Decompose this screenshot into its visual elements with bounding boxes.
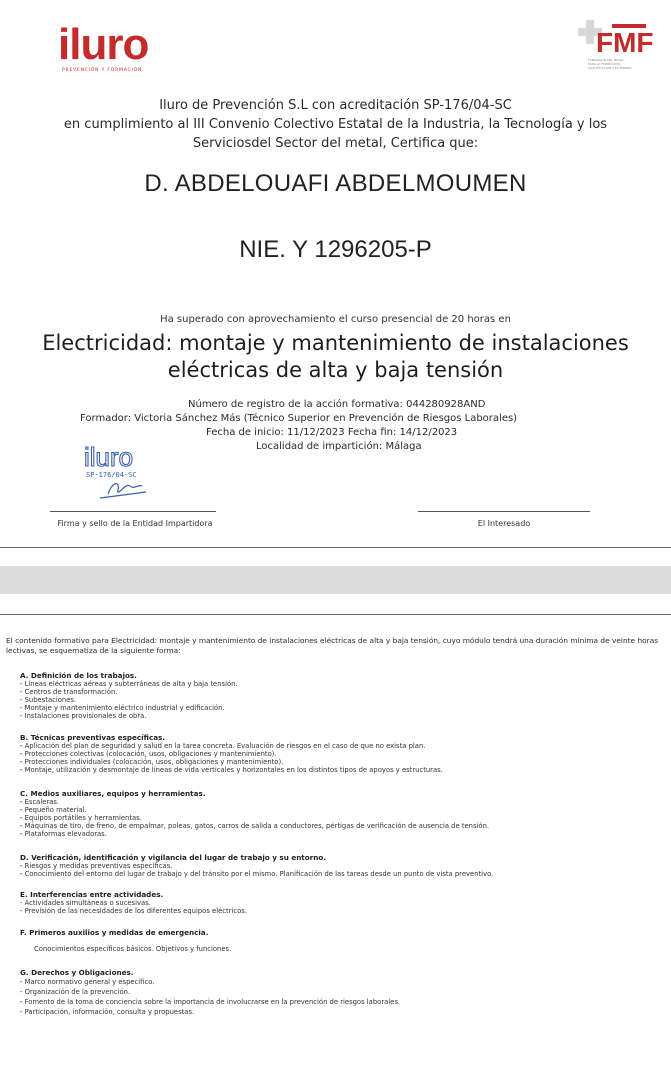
fmf-logo-mark xyxy=(578,16,654,76)
section-d xyxy=(20,853,660,878)
section-a-title: A. Definición de los trabajos. xyxy=(20,671,137,680)
stamp-word: iluro xyxy=(84,442,134,472)
entity-stamp xyxy=(82,442,162,510)
list-item: - Participación, información, consulta y propuestas. xyxy=(20,1008,195,1016)
signature-label-entity: Firma y sello de la Entidad Impartidora xyxy=(57,519,213,528)
iluro-logo xyxy=(58,22,166,80)
signature-label-interesado: El Interesado xyxy=(477,519,531,528)
contents-intro: El contenido formativo para Electricidad: montaje y mantenimiento de instalaciones eléctricas de alta y baja tensión, cuyo módulo tendrá una duración mínima de veinte horas lectivas, se esquematiza de la siguiente forma: xyxy=(6,636,659,655)
list-item: - Fomento de la toma de conciencia sobre la importancia de involucrarse en la prevención de riesgos laborales. xyxy=(20,998,401,1006)
list-item: - Riesgos y medidas preventivas específicas. xyxy=(20,862,173,870)
course-registro: Número de registro de la acción formativa: 044280928AND xyxy=(188,399,486,410)
list-item: - Plataformas elevadoras. xyxy=(20,830,107,839)
list-item: - Instalaciones provisionales de obra. xyxy=(20,712,147,721)
course-title xyxy=(0,330,671,384)
course-fechas: Fecha de inicio: 11/12/2023 Fecha fin: 14/12/2023 xyxy=(206,427,458,438)
section-e xyxy=(20,890,660,915)
list-item: - Previsión de las necesidades de los diferentes equipos eléctricos. xyxy=(20,907,247,916)
list-item: - Montaje y mantenimiento eléctrico industrial y edificación. xyxy=(20,704,225,713)
signature-line-interesado xyxy=(418,511,590,512)
list-item: - Líneas eléctricas aéreas y subterráneas de alta y baja tensión. xyxy=(20,680,238,688)
list-item: - Actividades simultáneas o sucesivas. xyxy=(20,899,151,907)
list-item: - Equipos portátiles y herramientas. xyxy=(20,814,142,823)
list-item: - Escaleras. xyxy=(20,798,60,806)
list-item: - Organización de la prevención. xyxy=(20,988,131,996)
list-item: - Máquinas de tiro, de freno, de empalmar, poleas, gatos, carros de salida a conductores, pértigas de verificación de ausencia de tensión. xyxy=(20,822,490,831)
page-divider-bottom xyxy=(0,614,671,615)
list-item: Conocimientos específicos básicos. Objetivos y funciones. xyxy=(34,945,232,953)
fmf-caption-1: FUNDACIÓN DEL METAL xyxy=(588,58,624,62)
section-f-title: F. Primeros auxilios y medidas de emergencia. xyxy=(20,928,209,937)
fmf-logo-letters: FMF xyxy=(596,27,654,58)
section-e-title: E. Interferencias entre actividades. xyxy=(20,890,164,899)
course-superado: Ha superado con aprovechamiento el curso presencial de 20 horas en xyxy=(160,314,511,325)
list-item: - Subestaciones. xyxy=(20,696,77,705)
course-formador: Formador: Victoria Sánchez Más (Técnico Superior en Prevención de Riesgos Laborales) xyxy=(80,413,518,424)
list-item: - Protecciones colectivas (colocación, usos, obligaciones y mantenimiento). xyxy=(20,750,277,759)
signature-line-entity xyxy=(50,511,216,512)
section-b-title: B. Técnicas preventivas específicas. xyxy=(20,733,166,742)
section-f xyxy=(20,928,660,953)
certificate-header xyxy=(0,96,671,153)
page-divider-top xyxy=(0,547,671,548)
section-c-title: C. Medios auxiliares, equipos y herramientas. xyxy=(20,789,206,798)
fmf-caption-3: CUALIFICACIÓN Y EL EMPLEO xyxy=(588,66,632,70)
iluro-logo-word: iluro xyxy=(58,20,149,69)
section-a xyxy=(20,671,660,720)
section-g xyxy=(20,968,660,1017)
section-d-title: D. Verificación, identificación y vigilancia del lugar de trabajo y su entorno. xyxy=(20,853,327,862)
section-c xyxy=(20,789,660,838)
section-g-title: G. Derechos y Obligaciones. xyxy=(20,968,134,977)
iluro-logo-tagline: PREVENCIÓN Y FORMACIÓN xyxy=(62,68,143,73)
header-line-2: en cumplimiento al III Convenio Colectivo Estatal de la Industria, la Tecnología y los xyxy=(63,117,608,132)
list-item: - Conocimiento del entorno del lugar de trabajo y del tránsito por el mismo. Planificación de las tareas desde un punto de vista preventivo. xyxy=(20,870,494,879)
list-item: - Montaje, utilización y desmontaje de líneas de vida verticales y horizontales en los distintos tipos de apoyos y estructuras. xyxy=(20,766,443,775)
fmf-logo xyxy=(578,16,654,76)
course-title-line-2: eléctricas de alta y baja tensión xyxy=(167,358,504,382)
list-item: - Aplicación del plan de seguridad y salud en la tarea concreta. Evaluación de riesgos en el caso de que no exista plan. xyxy=(20,742,426,750)
student-nie: NIE. Y 1296205-P xyxy=(239,236,432,263)
student-name: D. ABDELOUAFI ABDELMOUMEN xyxy=(144,170,527,197)
stamp-graphic xyxy=(82,442,162,510)
list-item: - Marco normativo general y específico. xyxy=(20,978,155,986)
fmf-caption-2: PARA LA FORMACIÓN, xyxy=(588,62,621,66)
stamp-code: SP-176/04-SC xyxy=(86,471,137,479)
list-item: - Protecciones individuales (colocación, usos, obligaciones y mantenimiento). xyxy=(20,758,284,767)
section-b xyxy=(20,733,660,774)
signature-scribble xyxy=(100,484,146,498)
page-gap-band xyxy=(0,566,671,594)
header-line-1: Iluro de Prevención S.L con acreditación SP-176/04-SC xyxy=(159,98,512,113)
course-title-line-1: Electricidad: montaje y mantenimiento de instalaciones xyxy=(42,331,629,355)
list-item: - Pequeño material. xyxy=(20,806,87,815)
header-line-3: Serviciosdel Sector del metal, Certifica que: xyxy=(192,136,479,151)
list-item: - Centros de transformación. xyxy=(20,688,118,697)
course-localidad: Localidad de impartición: Málaga xyxy=(256,441,422,452)
